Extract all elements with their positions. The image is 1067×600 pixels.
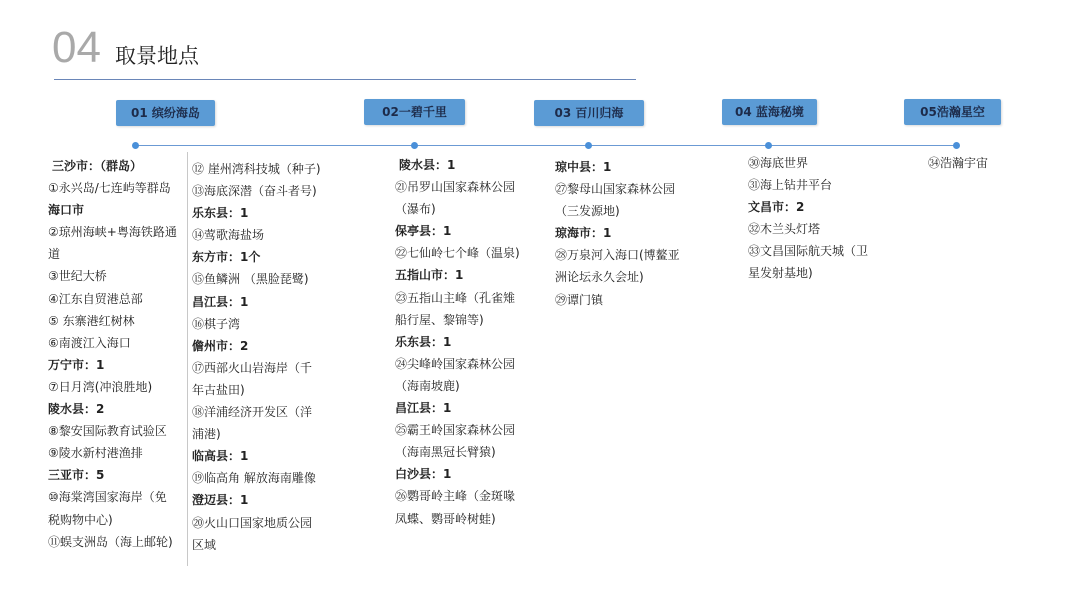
list-item: （瀑布): [395, 202, 436, 217]
list-item: ⑯棋子湾: [192, 316, 241, 331]
list-item: ④江东自贸港总部: [48, 291, 143, 306]
list-item: ㉒七仙岭七个峰（温泉): [395, 246, 520, 261]
list-item: 琼海市：1: [555, 226, 612, 241]
list-item: ㉓五指山主峰（孔雀雉: [395, 290, 516, 305]
list-item: ⑱洋浦经济开发区（洋: [192, 405, 313, 420]
list-item: ㉑吊罗山国家森林公园: [395, 180, 516, 195]
list-item: 洲论坛永久会址): [555, 270, 644, 285]
list-item: ③世纪大桥: [48, 269, 107, 284]
list-item: 星发射基地): [748, 266, 813, 281]
timeline-line: [135, 145, 957, 146]
section-number: 04: [52, 23, 101, 72]
list-item: 船行屋、黎锦等): [395, 312, 484, 327]
list-item: 文昌市：2: [748, 200, 805, 215]
list-item: ⑭莺歌海盐场: [192, 228, 265, 243]
list-item: ⑦日月湾(冲浪胜地): [48, 379, 153, 394]
header-divider: [54, 79, 636, 80]
list-item: ⑩海棠湾国家海岸（免: [48, 490, 167, 505]
list-item: ②琼州海峡+粤海铁路通: [48, 225, 177, 240]
column-3: [395, 154, 520, 530]
list-item: ㉘万泉河入海口(博鳌亚: [555, 248, 680, 263]
column-5: [748, 152, 868, 285]
timeline-stage-3[interactable]: 03 百川归海: [534, 100, 644, 126]
list-item: 陵水县：2: [48, 402, 105, 417]
list-item: 三亚市：5: [48, 468, 105, 483]
list-item: ⑧黎安国际教育试验区: [48, 424, 167, 439]
list-item: ⑪蜈支洲岛（海上邮轮): [48, 534, 173, 549]
timeline-dot-3: [585, 142, 592, 149]
list-item: （海南坡鹿): [395, 378, 460, 393]
list-item: 儋州市：2: [192, 338, 249, 353]
timeline-stage-2[interactable]: 02一碧千里: [364, 99, 465, 125]
list-item: 乐东县：1: [192, 206, 249, 221]
list-item: ⑫ 崖州湾科技城（种子): [192, 162, 321, 176]
list-item: 税购物中心): [48, 512, 113, 527]
list-item: ⑬海底深潜（奋斗者号): [192, 184, 317, 199]
list-item: 陵水县：1: [399, 158, 456, 172]
list-item: 昌江县：1: [395, 401, 452, 416]
timeline-dot-2: [411, 142, 418, 149]
list-item: ㉛海上钻井平台: [748, 178, 833, 193]
timeline-dot-5: [953, 142, 960, 149]
list-item: ㉜木兰头灯塔: [748, 222, 821, 237]
list-item: 浦港): [192, 427, 221, 442]
list-item: ⑳火山口国家地质公园: [192, 515, 313, 530]
list-item: ⑰西部火山岩海岸（千: [192, 360, 313, 375]
list-item: 五指山市：1: [395, 268, 464, 283]
timeline-stage-4[interactable]: 04 蓝海秘境: [722, 99, 817, 125]
list-item: 琼中县：1: [555, 160, 612, 174]
column-4: [555, 156, 680, 311]
column-1: [48, 155, 177, 553]
list-item: 乐东县：1: [395, 334, 452, 349]
list-item: 万宁市：1: [48, 357, 105, 372]
list-item: 临高县：1: [192, 449, 249, 464]
list-item: ㉔尖峰岭国家森林公园: [395, 356, 516, 371]
list-item: ㉖鹦哥岭主峰（金斑喙: [395, 489, 516, 504]
list-item: ㉞浩瀚宇宙: [928, 156, 989, 170]
list-item: ㉗黎母山国家森林公园: [555, 182, 676, 197]
list-item: ㉚海底世界: [748, 156, 809, 170]
page-title: 取景地点: [115, 44, 199, 68]
list-item: 区域: [192, 537, 217, 552]
list-item: 东方市：1个: [192, 250, 261, 265]
list-item: ⑨陵水新村港渔排: [48, 446, 143, 461]
list-item: ⑲临高角 解放海南雕像: [192, 471, 316, 486]
list-item: 道: [48, 247, 61, 262]
timeline-stage-1[interactable]: 01 缤纷海岛: [116, 100, 215, 126]
list-item: 三沙市：（群岛）: [52, 159, 143, 173]
list-item: ①永兴岛/七连屿等群岛: [48, 181, 171, 196]
list-item: ⑥南渡江入海口: [48, 335, 131, 350]
list-item: ⑮鱼鳞洲 （黑脸琵鹭): [192, 272, 309, 287]
column-2: [192, 158, 321, 556]
list-item: 白沙县：1: [395, 467, 452, 482]
list-item: ㉕霸王岭国家森林公园: [395, 423, 516, 438]
list-item: 澄迈县：1: [192, 493, 249, 508]
list-item: 年古盐田): [192, 382, 245, 397]
list-item: ⑤ 东寨港红树林: [48, 313, 135, 328]
list-item: （三发源地): [555, 204, 620, 219]
timeline-stage-5[interactable]: 05浩瀚星空: [904, 99, 1001, 125]
list-item: 海口市: [48, 203, 85, 218]
list-item: ㉙谭门镇: [555, 292, 604, 307]
list-item: 保亭县：1: [395, 224, 452, 239]
column-6: [928, 152, 988, 174]
list-item: 昌江县：1: [192, 294, 249, 309]
timeline-dot-1: [132, 142, 139, 149]
column-divider: [187, 152, 188, 566]
list-item: ㉝文昌国际航天城（卫: [748, 244, 869, 259]
timeline-dot-4: [765, 142, 772, 149]
list-item: （海南黑冠长臂猿): [395, 445, 496, 460]
list-item: 凤蝶、鹦哥岭树蛙): [395, 511, 496, 526]
